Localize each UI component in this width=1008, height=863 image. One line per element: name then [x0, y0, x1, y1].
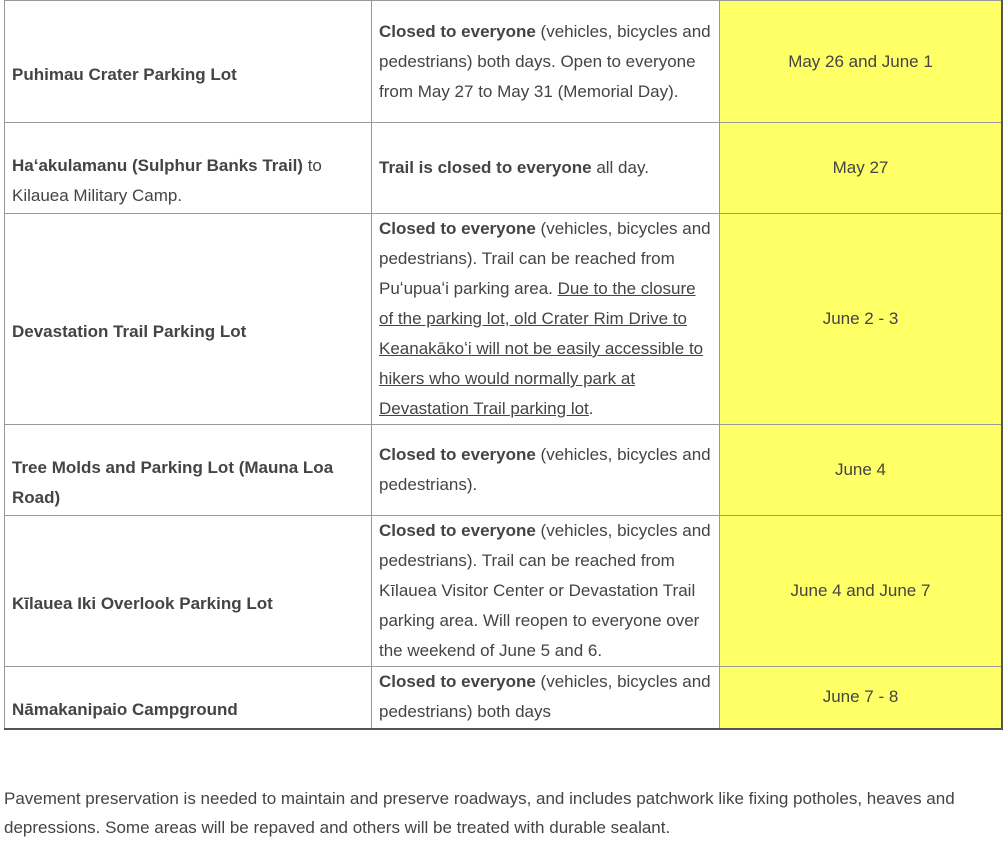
bold-text: Tree Molds and Parking Lot (Mauna Loa Road) [12, 458, 334, 507]
bold-text: Devastation Trail Parking Lot [12, 322, 247, 341]
closure-date-cell: May 26 and June 1 [720, 1, 1003, 123]
closure-description-cell [372, 123, 720, 214]
bold-text: Closed to everyone [379, 521, 536, 540]
closure-row [5, 123, 1003, 214]
bold-text: Closed to everyone [379, 21, 536, 41]
text-segment: (vehicles, bicycles and pedestrians). Trail can be reached from Kīlauea Visitor Center or Devastation Trail parking area. Will reopen to everyone over the weekend of June 5 and 6. [379, 521, 711, 660]
text-segment: all day. [591, 158, 649, 177]
closure-row [5, 1, 1003, 123]
closure-description-cell [372, 425, 720, 516]
closures-table [4, 0, 1003, 730]
closure-description-cell [372, 667, 720, 729]
bold-text: Nāmakanipaio Campground [12, 700, 238, 720]
location-cell [5, 123, 372, 214]
location-cell [5, 667, 372, 729]
bold-text: Closed to everyone [379, 672, 536, 692]
location-cell [5, 1, 372, 123]
closure-date-cell: May 27 [720, 123, 1003, 214]
closure-description-cell [372, 214, 720, 425]
closure-date-cell: June 7 - 8 [720, 667, 1003, 729]
bold-text: Trail is closed to everyone [379, 158, 592, 177]
bold-text: Closed to everyone [379, 445, 536, 464]
location-cell [5, 214, 372, 425]
closure-row [5, 667, 1003, 729]
closures-table-body [5, 1, 1003, 729]
bold-text: Puhimau Crater Parking Lot [12, 64, 237, 84]
closure-date-cell: June 2 - 3 [720, 214, 1003, 425]
closure-row [5, 425, 1003, 516]
location-cell [5, 425, 372, 516]
bold-text: Closed to everyone [379, 219, 536, 238]
text-segment: (vehicles, bicycles and pedestrians) both days. Open to everyone from May 27 to May 31 (Memorial Day). [379, 21, 711, 101]
text-segment: (vehicles, bicycles and pedestrians). [379, 445, 711, 494]
closure-description-cell [372, 1, 720, 123]
text-segment: (vehicles, bicycles and pedestrians) both days [379, 672, 711, 722]
bold-text: Kīlauea Iki Overlook Parking Lot [12, 594, 273, 613]
bold-text: Haʻakulamanu (Sulphur Banks Trail) [12, 156, 303, 175]
text-segment: . [588, 399, 594, 418]
closure-description-cell [372, 516, 720, 667]
text-segment: to Kilauea Military Camp. [12, 156, 322, 205]
closure-row [5, 214, 1003, 425]
text-segment: (vehicles, bicycles and pedestrians). Trail can be reached from Puʻupuaʻi parking area. [379, 219, 711, 298]
pavement-preservation-note: Pavement preservation is needed to maintain and preserve roadways, and includes patchwork like fixing potholes, heaves and depressions. Some areas will be repaved and others will be treated with durable sealant. [4, 789, 955, 837]
closure-date-cell: June 4 [720, 425, 1003, 516]
underlined-text: Due to the closure of the parking lot, old Crater Rim Drive to Keanakākoʻi will not be easily accessible to hikers who would normally park at Devastation Trail parking lot [379, 279, 704, 418]
location-cell [5, 516, 372, 667]
closure-date-cell: June 4 and June 7 [720, 516, 1003, 667]
closure-row [5, 516, 1003, 667]
